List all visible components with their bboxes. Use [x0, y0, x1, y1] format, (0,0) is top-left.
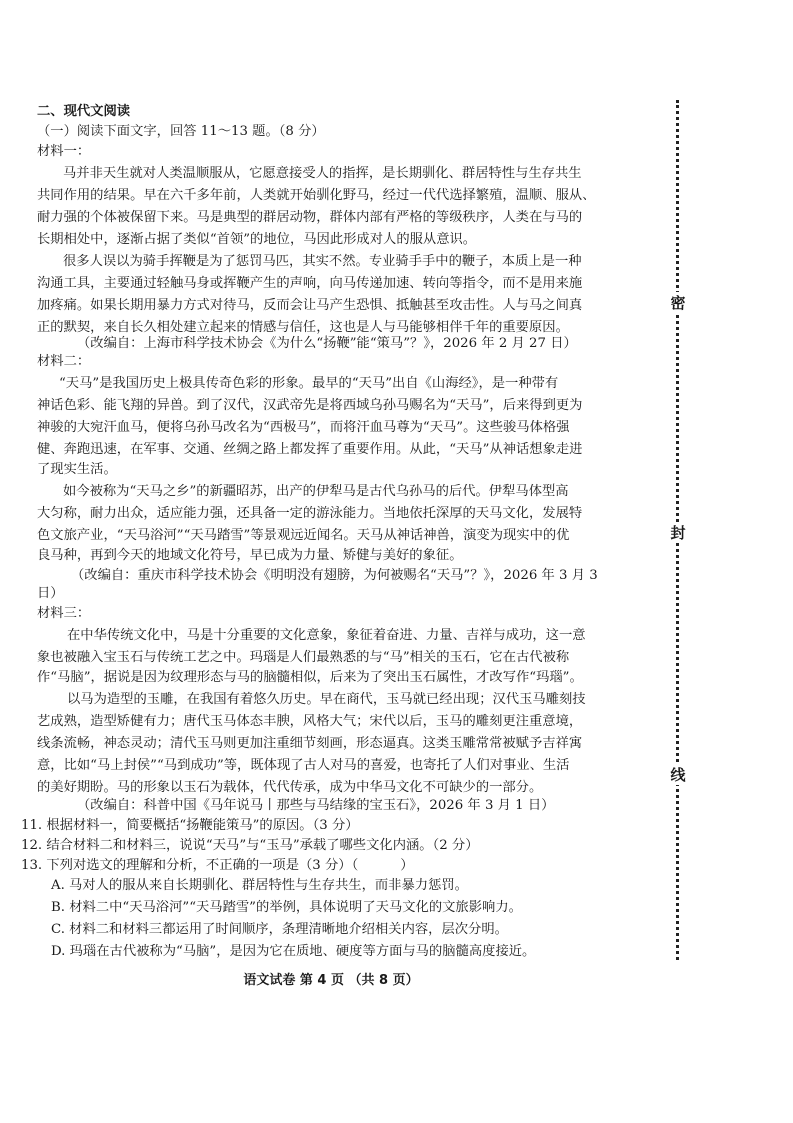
material1-line: 共同作用的结果。早在六千多年前，人类就开始驯化野马，经过一代代选择繁殖，温顺、服从、 [37, 188, 596, 203]
material3-label: 材料三： [37, 606, 91, 621]
material2-line: 神骏的大宛汗血马，便将乌孙马改名为“西极马”，而将汗血马尊为“天马”。这些骏马体格强 [37, 420, 570, 435]
material2-source-cont: 日） [37, 586, 64, 601]
binding-mark-mi: 密 [668, 292, 688, 313]
material1-line: 正的默契，来自长久相处建立起来的情感与信任，这也是人与马能够相伴千年的重要原因。 [37, 320, 569, 335]
question-12: 12. 结合材料二和材料三，说说“天马”与“玉马”承载了哪些文化内涵。（2 分） [21, 838, 479, 853]
material3-source: （改编自：科普中国《马年说马丨那些与马结缘的宝玉石》，2026 年 3 月 1 日） [77, 798, 555, 813]
material2-source: （改编自：重庆市科学技术协会《明明没有翅膀，为何被赐名“天马”？》，2026 年 3 月 3 [71, 568, 598, 583]
question-13-close: ） [400, 858, 414, 873]
material2-line: 健、奔跑迅速，在军事、交通、丝绸之路上都发挥了重要作用。从此，“天马”从神话想象走进 [37, 442, 583, 457]
material3-line: 作“马脑”，据说是因为纹理形态与马的脑髓相似，后来为了突出玉石属性，才改写作“玛瑙”。 [37, 670, 583, 685]
material1-line: 很多人误以为骑手挥鞭是为了惩罚马匹，其实不然。专业骑手手中的鞭子，本质上是一种 [63, 254, 582, 269]
material3-line: 艺成熟，造型矫健有力；唐代玉马体态丰腴，风格大气；宋代以后，玉马的雕刻更注重意境， [37, 714, 583, 729]
material1-line: 沟通工具，主要通过轻触马身或挥鞭产生的声响，向马传递加速、转向等指令，而不是用来施 [37, 276, 583, 291]
question-11: 11. 根据材料一，简要概括“扬鞭能策马”的原因。（3 分） [21, 818, 359, 833]
material1-line: 加疼痛。如果长期用暴力方式对待马，反而会让马产生恐惧、抵触甚至攻击性。人与马之间真 [37, 298, 583, 313]
question-13 [21, 857, 414, 875]
material1-line: 耐力强的个体被保留下来。马是典型的群居动物，群体内部有严格的等级秩序，人类在与马的 [37, 210, 583, 225]
material3-line: 在中华传统文化中，马是十分重要的文化意象，象征着奋进、力量、吉祥与成功，这一意 [67, 628, 586, 643]
binding-mark-xian: 线 [668, 764, 688, 785]
material2-line: 色文旅产业，“天马浴河”“天马踏雪”等景观远近闻名。天马从神话神兽，演变为现实中的优 [37, 528, 570, 543]
material2-line: 如今被称为“天马之乡”的新疆昭苏，出产的伊犁马是古代乌孙马的后代。伊犁马体型高 [63, 484, 569, 499]
option-b: B. 材料二中“天马浴河”“天马踏雪”的举例，具体说明了天马文化的文旅影响力。 [51, 900, 522, 915]
material3-line: 意，比如“马上封侯”“马到成功”等，既体现了古人对马的喜爱，也寄托了人们对事业、生活 [37, 758, 570, 773]
material2-line: 了现实生活。 [37, 462, 117, 477]
material3-line: 线条流畅，神态灵动；清代玉马则更加注重细节刻画，形态逼真。这类玉雕常常被赋予吉祥寓 [37, 736, 583, 751]
question-13-text: 13. 下列对选文的理解和分析，不正确的一项是（3 分）（ [21, 858, 359, 873]
material3-line: 象也被融入宝玉石与传统工艺之中。玛瑙是人们最熟悉的与“马”相关的玉石，它在古代被称 [37, 650, 570, 665]
material3-line: 以马为造型的玉雕，在我国有着悠久历史。早在商代，玉马就已经出现；汉代玉马雕刻技 [67, 692, 586, 707]
option-c: C. 材料二和材料三都运用了时间顺序，条理清晰地介绍相关内容，层次分明。 [51, 922, 508, 937]
material3-line: 的美好期盼。马的形象以玉石为载体，代代传承，成为中华马文化不可缺少的一部分。 [37, 780, 543, 795]
section-intro: （一）阅读下面文字，回答 11～13 题。（8 分） [37, 124, 325, 139]
material2-line: 良马种，再到今天的地域文化符号，早已成为力量、矫健与美好的象征。 [37, 548, 463, 563]
material2-label: 材料二： [37, 354, 91, 369]
page-footer: 语文试卷 第 4 页 （共 8 页） [243, 973, 419, 988]
material1-source: （改编自：上海市科学技术协会《为什么“扬鞭”能“策马”？》，2026 年 2 月 27 日） [77, 336, 577, 351]
material1-label: 材料一： [37, 144, 91, 159]
section-heading: 二、现代文阅读 [37, 104, 131, 119]
material1-line: 长期相处中，逐渐占据了类似“首领”的地位，马因此形成对人的服从意识。 [37, 232, 477, 247]
material2-line: 神话色彩、能飞翔的异兽。到了汉代，汉武帝先是将西域乌孙马赐名为“天马”，后来得到更为 [37, 398, 583, 413]
material1-line: 马并非天生就对人类温顺服从，它愿意接受人的指挥，是长期驯化、群居特性与生存共生 [63, 166, 582, 181]
material2-line: 大匀称，耐力出众，适应能力强，还具备一定的游泳能力。当地依托深厚的天马文化，发展特 [37, 506, 583, 521]
material2-line: “天马”是我国历史上极具传奇色彩的形象。最早的“天马”出自《山海经》，是一种带有 [59, 376, 559, 391]
binding-mark-feng: 封 [668, 522, 688, 543]
option-a: A. 马对人的服从来自长期驯化、群居特性与生存共生，而非暴力惩罚。 [51, 878, 468, 893]
option-d: D. 玛瑙在古代被称为“马脑”，是因为它在质地、硬度等方面与马的脑髓高度接近。 [51, 944, 536, 959]
